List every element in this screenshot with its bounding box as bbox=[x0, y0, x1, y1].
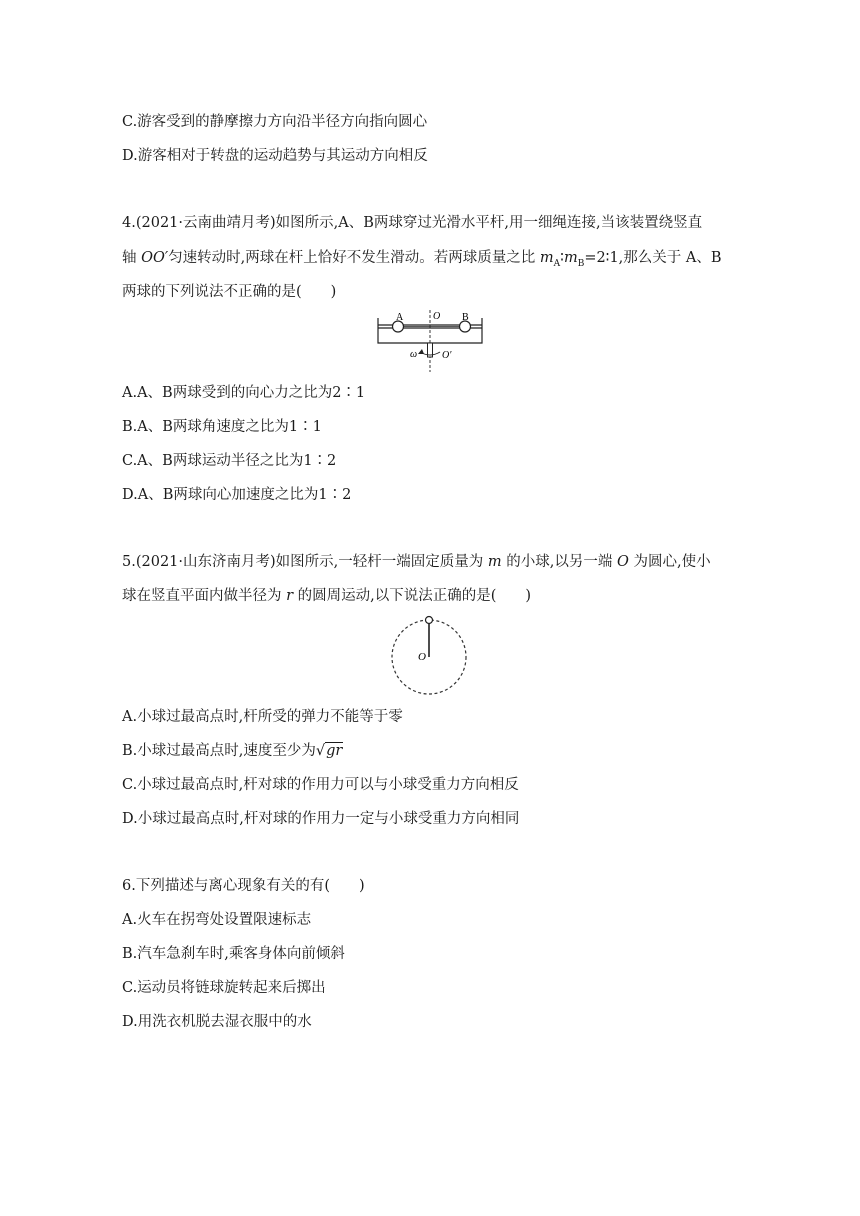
q5-stem-text: 5.(2021·山东济南月考)如图所示,一轻杆一端固定质量为 bbox=[122, 554, 488, 570]
label-b: B bbox=[462, 312, 469, 323]
q5-stem-text: 的小球,以另一端 bbox=[501, 554, 617, 570]
q4-mass-symbol: m bbox=[563, 250, 578, 266]
q3-option-c: C.游客受到的静摩擦力方向沿半径方向指向圆心 bbox=[122, 114, 428, 130]
label-o-prime: O′ bbox=[442, 350, 452, 361]
q5-option-d: D.小球过最高点时,杆对球的作用力一定与小球受重力方向相同 bbox=[122, 811, 520, 827]
q5-stem-text: 的圆周运动,以下说法正确的是( ) bbox=[293, 588, 532, 604]
sqrt-radicand: gr bbox=[326, 743, 343, 759]
q4-stem-line3: 两球的下列说法不正确的是( ) bbox=[122, 284, 337, 300]
q6-option-a: A.火车在拐弯处设置限速标志 bbox=[122, 912, 312, 928]
q4-ratio-colon: ∶ bbox=[560, 250, 564, 266]
q6-option-d: D.用洗衣机脱去湿衣服中的水 bbox=[122, 1014, 312, 1030]
q4-mass-subscript: B bbox=[577, 258, 585, 269]
q5-stem-text: 为圆心,使小 bbox=[628, 554, 711, 570]
q5-circle-diagram bbox=[388, 614, 472, 698]
small-ball bbox=[426, 617, 433, 624]
q4-axis-label: OO′ bbox=[141, 250, 169, 266]
q4-stem-line2 bbox=[122, 248, 722, 274]
q6-option-b: B.汽车急刹车时,乘客身体向前倾斜 bbox=[122, 946, 345, 962]
q4-option-d: D.A、B两球向心加速度之比为1∶2 bbox=[122, 487, 352, 503]
q4-mass-symbol: m bbox=[539, 250, 554, 266]
q6-option-c: C.运动员将链球旋转起来后掷出 bbox=[122, 980, 326, 996]
label-o: O bbox=[418, 651, 426, 663]
arrow-head bbox=[418, 349, 424, 354]
q4-option-c: C.A、B两球运动半径之比为1∶2 bbox=[122, 453, 337, 469]
q5-stem-text: 球在竖直平面内做半径为 bbox=[122, 588, 287, 604]
q4-stem-text: 轴 bbox=[122, 250, 142, 266]
q3-option-d: D.游客相对于转盘的运动趋势与其运动方向相反 bbox=[122, 148, 428, 164]
q4-stem-text: =2∶1,那么关于 A、B bbox=[584, 250, 722, 266]
q5-stem-line2 bbox=[122, 586, 531, 606]
q5-radius-symbol: r bbox=[286, 588, 294, 604]
label-a: A bbox=[396, 312, 404, 323]
q4-option-a: A.A、B两球受到的向心力之比为2∶1 bbox=[122, 385, 366, 401]
label-o: O bbox=[433, 311, 441, 322]
q5-stem-line1 bbox=[122, 552, 711, 572]
q4-rod-diagram bbox=[376, 308, 486, 374]
q4-stem-text: 匀速转动时,两球在杆上恰好不发生滑动。若两球质量之比 bbox=[168, 250, 540, 266]
sqrt-sign: √ bbox=[315, 743, 326, 759]
q4-mass-subscript: A bbox=[553, 258, 561, 269]
q4-option-b: B.A、B两球角速度之比为1∶1 bbox=[122, 419, 322, 435]
q5-option-b bbox=[122, 741, 343, 761]
q5-option-a: A.小球过最高点时,杆所受的弹力不能等于零 bbox=[122, 709, 403, 725]
q4-stem-line1: 4.(2021·云南曲靖月考)如图所示,A、B两球穿过光滑水平杆,用一细绳连接,当该装置绕竖直 bbox=[122, 215, 703, 231]
q5-center-symbol: O bbox=[616, 554, 629, 570]
q5-option-c: C.小球过最高点时,杆对球的作用力可以与小球受重力方向相反 bbox=[122, 777, 519, 793]
label-omega: ω bbox=[410, 349, 418, 360]
q5-option-b-text: B.小球过最高点时,速度至少为 bbox=[122, 743, 316, 759]
q5-mass-symbol: m bbox=[487, 554, 502, 570]
q6-stem: 6.下列描述与离心现象有关的有( ) bbox=[122, 878, 365, 894]
